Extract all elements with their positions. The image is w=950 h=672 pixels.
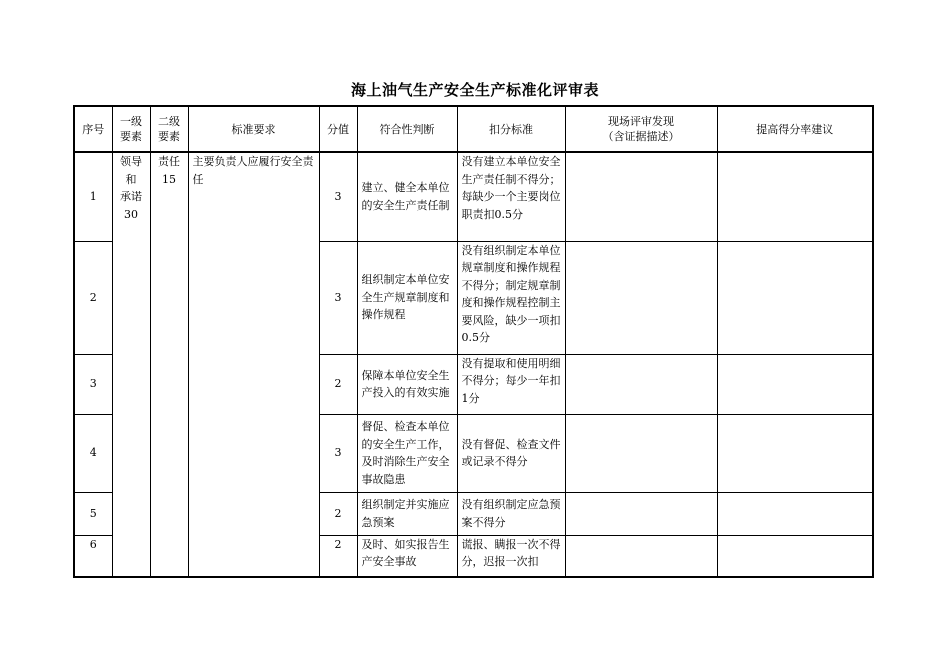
standard-cell: 主要负责人应履行安全责任	[188, 152, 319, 577]
seq-cell: 1	[74, 152, 112, 241]
seq-cell: 2	[74, 241, 112, 354]
findings-cell[interactable]	[565, 535, 717, 577]
compliance-cell: 保障本单位安全生产投入的有效实施	[357, 354, 457, 414]
header-deduction: 扣分标准	[457, 106, 565, 152]
compliance-cell: 组织制定本单位安全生产规章制度和操作规程	[357, 241, 457, 354]
level2-element-cell: 责任 15	[150, 152, 188, 577]
seq-cell: 5	[74, 492, 112, 535]
suggestions-cell[interactable]	[717, 241, 873, 354]
deduction-cell: 没有提取和使用明细不得分；每少一年扣1分	[457, 354, 565, 414]
score-cell: 3	[319, 152, 357, 241]
page-title: 海上油气生产安全生产标准化评审表	[350, 81, 599, 99]
header-findings: 现场评审发现 （含证据描述）	[565, 106, 717, 152]
header-level2: 二级 要素	[150, 106, 188, 152]
score-cell: 3	[319, 414, 357, 492]
header-seq: 序号	[74, 106, 112, 152]
header-suggestions: 提高得分率建议	[717, 106, 873, 152]
findings-cell[interactable]	[565, 354, 717, 414]
deduction-cell: 没有建立本单位安全生产责任制不得分；每缺少一个主要岗位职责扣0.5分	[457, 152, 565, 241]
header-level1: 一级 要素	[112, 106, 150, 152]
suggestions-cell[interactable]	[717, 535, 873, 577]
seq-cell: 3	[74, 354, 112, 414]
header-score: 分值	[319, 106, 357, 152]
deduction-cell: 谎报、瞒报一次不得分，迟报一次扣	[457, 535, 565, 577]
level1-element-cell: 领导 和 承诺 30	[112, 152, 150, 577]
suggestions-cell[interactable]	[717, 354, 873, 414]
header-standard: 标准要求	[188, 106, 319, 152]
seq-cell: 6	[74, 535, 112, 577]
deduction-cell: 没有组织制定本单位规章制度和操作规程不得分；制定规章制度和操作规程控制主要风险，缺少一项扣0.5分	[457, 241, 565, 354]
suggestions-cell[interactable]	[717, 414, 873, 492]
compliance-cell: 组织制定并实施应急预案	[357, 492, 457, 535]
header-row	[74, 106, 873, 152]
review-table	[73, 105, 874, 578]
findings-cell[interactable]	[565, 492, 717, 535]
findings-cell[interactable]	[565, 152, 717, 241]
table-row	[74, 152, 873, 241]
findings-cell[interactable]	[565, 414, 717, 492]
compliance-cell: 建立、健全本单位的安全生产责任制	[357, 152, 457, 241]
seq-cell: 4	[74, 414, 112, 492]
suggestions-cell[interactable]	[717, 152, 873, 241]
compliance-cell: 及时、如实报告生产安全事故	[357, 535, 457, 577]
suggestions-cell[interactable]	[717, 492, 873, 535]
findings-cell[interactable]	[565, 241, 717, 354]
score-cell: 3	[319, 241, 357, 354]
score-cell: 2	[319, 492, 357, 535]
compliance-cell: 督促、检查本单位的安全生产工作，及时消除生产安全事故隐患	[357, 414, 457, 492]
score-cell: 2	[319, 354, 357, 414]
score-cell: 2	[319, 535, 357, 577]
deduction-cell: 没有组织制定应急预案不得分	[457, 492, 565, 535]
header-compliance: 符合性判断	[357, 106, 457, 152]
deduction-cell: 没有督促、检查文件或记录不得分	[457, 414, 565, 492]
